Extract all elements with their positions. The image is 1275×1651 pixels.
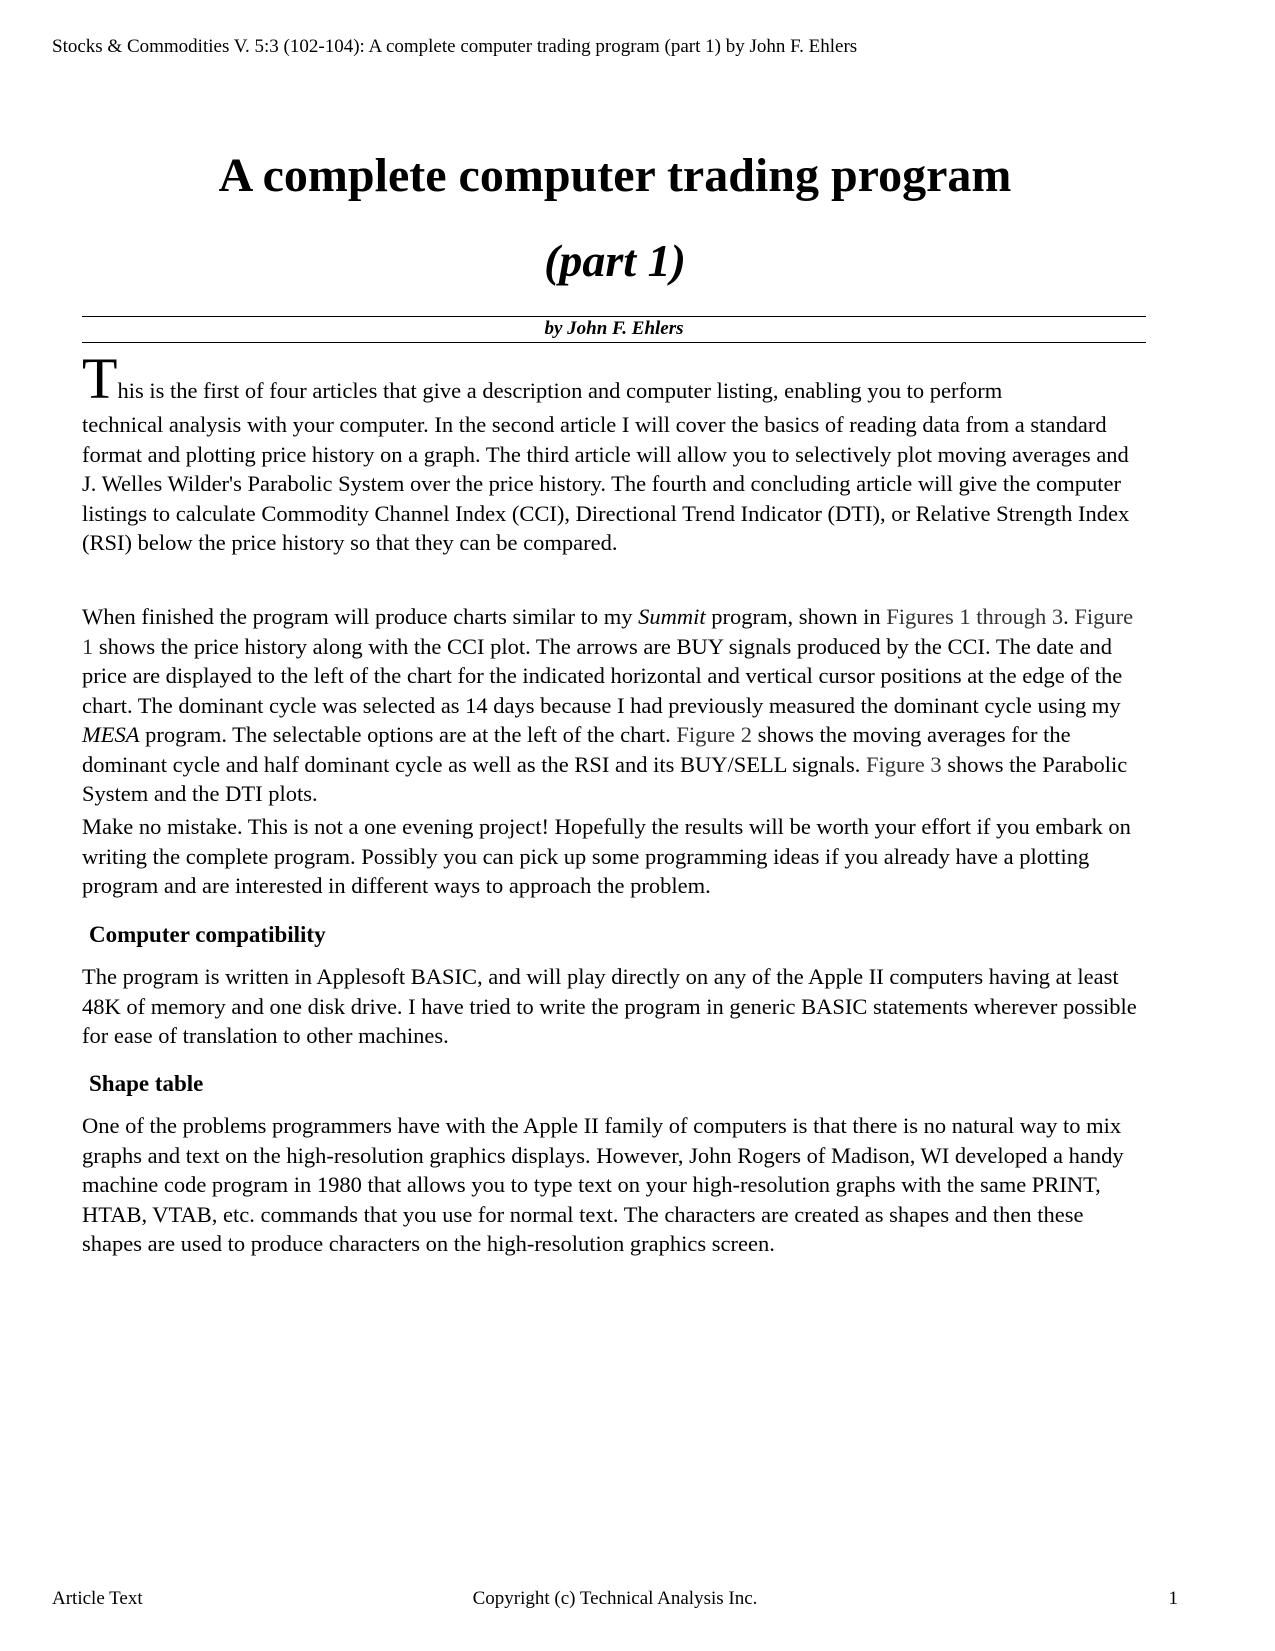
p2-text-3: . <box>1063 604 1075 629</box>
article-title: A complete computer trading program <box>218 149 1012 202</box>
p2-text-5: program. The selectable options are at the left of the chart. <box>139 722 677 747</box>
intro-line-one: his is the first of four articles that give a description and computer listing, enabling you to perform <box>117 378 1003 403</box>
p3-text: Make no mistake. This is not a one evening project! Hopefully the results will be worth your effort if you embark on writing the complete program. Possibly you can pick up some programming ideas if you already have a plotting program and are interested in different ways to approach the problem. <box>82 814 1131 898</box>
footer-left: Article Text <box>52 1588 143 1609</box>
page-number: 1 <box>1168 1588 1178 1609</box>
p2-text-1: When finished the program will produce charts similar to my <box>82 604 639 629</box>
figure-2-link[interactable]: Figure 2 <box>676 722 752 747</box>
section-heading-shape-table: Shape table <box>89 1071 204 1096</box>
mesa-program-name: MESA <box>82 722 140 747</box>
byline: by John F. Ehlers <box>544 318 684 339</box>
byline-top-rule <box>82 316 1146 317</box>
footer-copyright: Copyright (c) Technical Analysis Inc. <box>472 1588 758 1609</box>
paragraph-compatibility <box>82 962 1146 1051</box>
drop-cap: T <box>82 346 118 411</box>
figure-3-link[interactable]: Figure 3 <box>866 751 942 777</box>
paragraph-project <box>82 812 1146 901</box>
p2-text-7: shows the Parabolic System and the DTI plots. <box>82 751 1128 806</box>
p2-text-2: program, shown in <box>705 604 887 629</box>
article-subtitle: (part 1) <box>544 235 686 286</box>
running-header: Stocks & Commodities V. 5:3 (102-104): A complete computer trading program (part 1) by John F. Ehlers <box>52 36 858 57</box>
p2-text-4: shows the price history along with the CCI plot. The arrows are BUY signals produced by the CCI. The date and price are displayed to the left of the chart for the indicated horizontal and vertical cursor positions at the edge of the chart. The dominant cycle was selected as 14 days because I had previously measured the dominant cycle using my <box>82 633 1123 718</box>
section-heading-compatibility: Computer compatibility <box>89 922 326 947</box>
p2-text-6: shows the moving averages for the dominant cycle and half dominant cycle as well as the RSI and its BUY/SELL signals. <box>82 722 1071 777</box>
paragraph-figures <box>82 602 1146 809</box>
figure-1-link[interactable]: Figure 1 <box>82 604 1134 659</box>
summit-program-name: Summit <box>638 604 706 629</box>
figures-1-3-link[interactable]: Figures 1 through 3 <box>886 604 1064 629</box>
intro-rest: technical analysis with your computer. In the second article I will cover the basics of reading data from a standard format and plotting price history on a graph. The third article will allow you to selectively plot moving averages and J. Welles Wilder's Parabolic System over the price history. The fourth and concluding article will give the computer listings to calculate Commodity Channel Index (CCI), Directional Trend Indicator (DTI), or Relative Strength Index (RSI) below the price history so that they can be compared. <box>82 412 1130 555</box>
shape-table-text: One of the problems programmers have with the Apple II family of computers is that there is no natural way to mix graphs and text on the high-resolution graphics displays. However, John Rogers of Madison, WI developed a handy machine code program in 1980 that allows you to type text on your high-resolution graphs with the same PRINT, HTAB, VTAB, etc. commands that you use for normal text. The characters are created as shapes and then these shapes are used to produce characters on the high-resolution graphics screen. <box>82 1113 1124 1256</box>
byline-bottom-rule <box>82 342 1146 343</box>
paragraph-intro <box>82 346 1146 558</box>
compatibility-text: The program is written in Applesoft BASIC, and will play directly on any of the Apple II computers having at least 48K of memory and one disk drive. I have tried to write the program in generic BASIC statements wherever possible for ease of translation to other machines. <box>82 964 1137 1048</box>
paragraph-shape-table <box>82 1111 1146 1259</box>
intro-first-line <box>82 346 1146 411</box>
